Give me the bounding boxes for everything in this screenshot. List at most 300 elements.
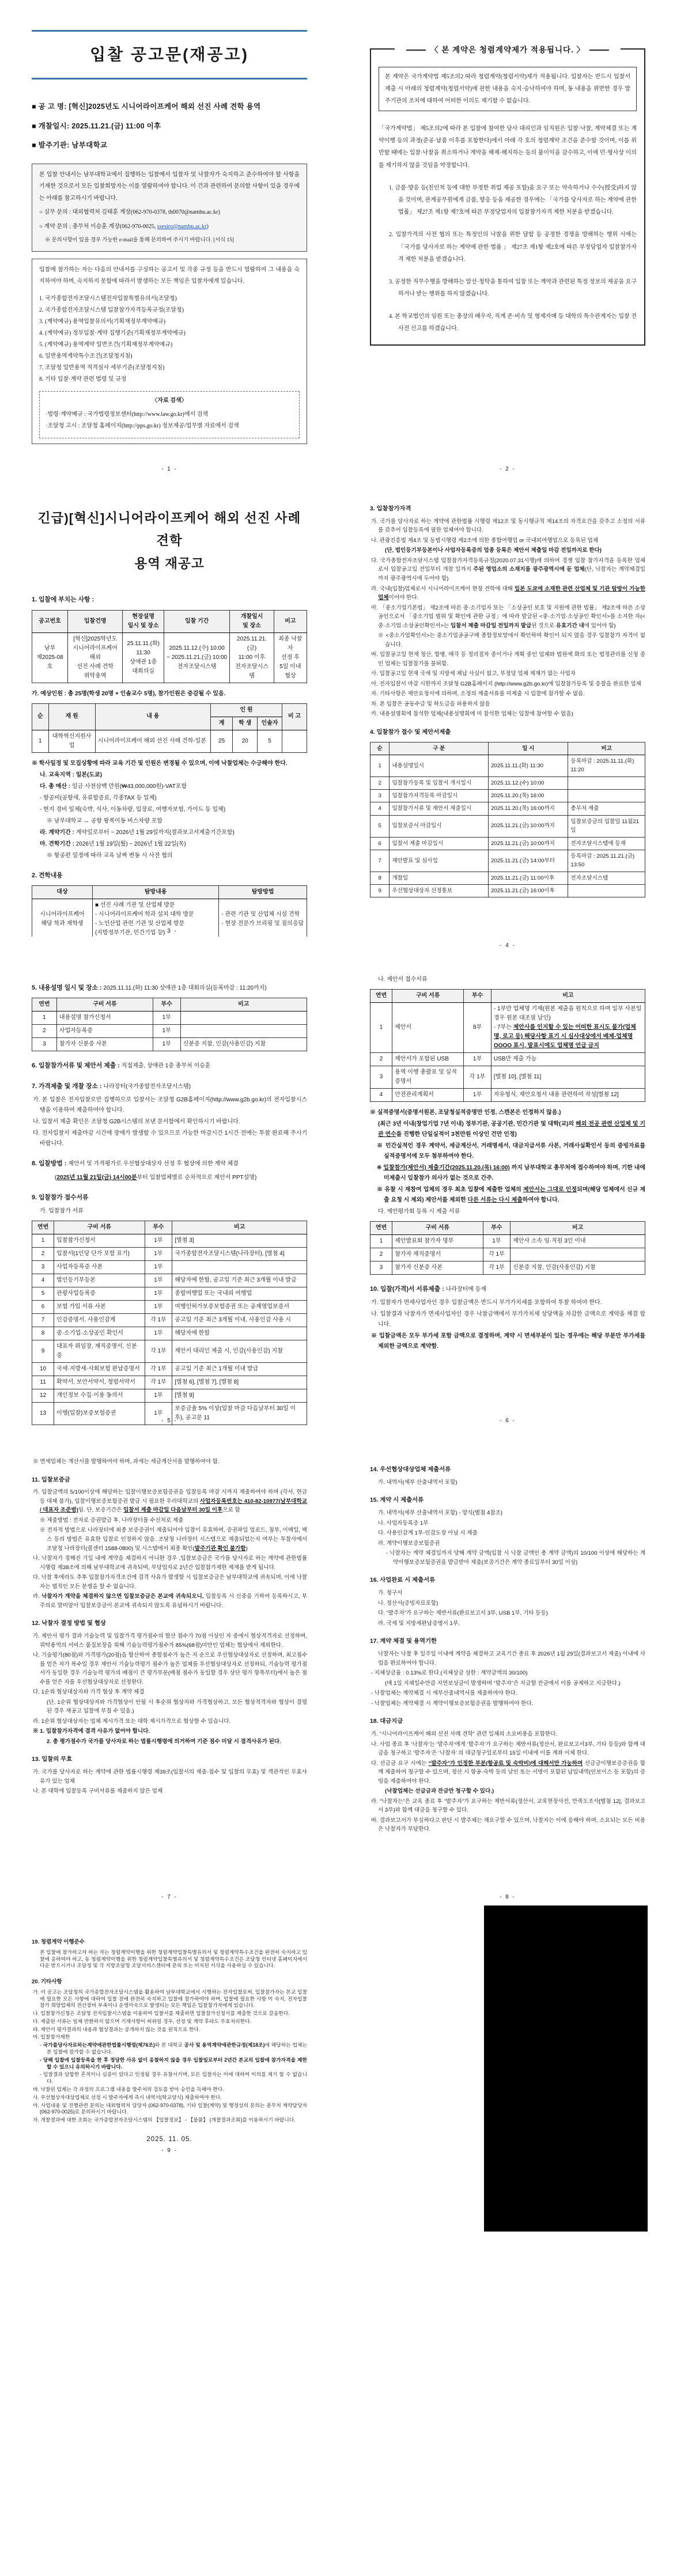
page-3 xyxy=(32,495,307,937)
paragraph: ※ 1. 입찰참가자격에 결격 사유가 없어야 합니다. xyxy=(33,1728,150,1735)
pledge-item: 4. 본 학교법인의 임원 또는 총장의 배우자, 직계 존·비속 및 형제자매 등 대학의 특수관계자는 입찰 전 사전 신고를 하겠습니다. xyxy=(389,313,637,332)
table-cell: 공고일 기준 최근 3개월 이내, 사용인감 사용 시 xyxy=(172,1314,307,1327)
table-row xyxy=(370,872,645,884)
table-row xyxy=(32,1025,307,1038)
table-cell: ■ 선진 사례 기관 및 산업체 방문 - 시니어라이프케어 학과 설치 대학 방문 - 노인산업 관련 기관 및 산업체 방문 (지방정부기관, 민간기업 등) xyxy=(92,899,218,937)
paragraph: - 낙찰업체는 계약체결 시 계약이행보증보험증권을 발행하여야 한다. xyxy=(371,1700,534,1707)
table-cell: 13 xyxy=(32,1403,54,1425)
table-cell: 1 xyxy=(32,1012,57,1025)
page-number: - 9 - xyxy=(161,2147,177,2154)
table-cell: 1 xyxy=(370,1235,392,1248)
notice-bullets xyxy=(32,100,307,152)
paragraph: 다. 전자입찰서 제출마감 시간에 장애가 발생할 수 있으므로 가능한 마감시간 1시간 전에는 투찰 완료해 주시기 바랍니다. xyxy=(33,1130,307,1147)
column-header: 현장설명 일시 및 장소 xyxy=(123,610,164,632)
column-header: 입찰건명 xyxy=(68,610,123,632)
paragraph: 바. 입찰공고일 현재 청산, 합병, 매각 등 정리절차 중이거나 계획 중인 업체와 법원에 화의 또는 법정관리를 신청 중인 업체는 입찰참가를 불허함. xyxy=(371,651,645,667)
regulation-item: 2. 국가종합전자조달시스템 입찰참가자격등록규정(조달청) xyxy=(39,307,184,314)
table-cell: 국가종합전자조달시스템(나라장터), [별첨 4] xyxy=(172,1248,307,1261)
table-cell: 2 xyxy=(370,1053,392,1066)
table-cell: 참가자 신분증 사본 xyxy=(392,1262,483,1275)
page-number: - 3 - xyxy=(161,928,177,934)
paragraph: - 당해 입찰에 입찰등록을 한 후 정당한 사유 없이 응찰하지 않을 경우 입찰일로부터 2년간 본교의 입찰에 참가자격을 제한 할 수 있으니 유의하시기 바랍니다. xyxy=(40,2056,307,2070)
pledge-item: 2. 입찰가격의 사전 협의 또는 특정인의 낙찰을 위한 담합 등 공정한 경쟁을 방해하는 행위 시에는 「국가를 당사자로 하는 계약에 관한 법률 」 제27조 제1항 제2호에 따른 부정당업자 입찰참가자격 제한 처분을 받겠습니다. xyxy=(389,232,637,263)
table-cell: 2 xyxy=(32,1025,57,1038)
paragraph: 마. 입찰참가제한 xyxy=(33,2034,70,2040)
table-cell: 11 xyxy=(32,1376,54,1389)
paragraph: 자. 개찰결과에 대한 조회는 국가종합전자조달시스템의 【입찰정보】 - 【물품】 (개찰결과조회)를 이용하시기 바랍니다. xyxy=(33,2117,296,2123)
paragraph: 마. 「중소기업기본법」 제2조에 따른 중·소기업자 또는 「소상공인 보호 및 지원에 관한 법률」 제2조에 따른 소상공인으로서 「중소기업 범위 및 확인에 관한 규정」에 따라 발급된 <중·소기업·소상공인 확인서>를 소지한 자(<중·소기업·소상공인확인서>는 입찰서 제출 마감일 전일까지 발급된 것으로 유효기간 내에 있어야 함) xyxy=(371,604,645,629)
table-header xyxy=(32,610,307,632)
paragraph: 다. “발주자”가 요구하는 제반서류(완료보고서 3부, USB 1부, 기타 등등) xyxy=(378,1610,548,1617)
table-cell xyxy=(568,790,645,802)
paragraph: 라. 낙찰자가 계약을 체결하지 않으면 입찰보증금은 본교에 귀속되오니, 입찰등록 시 신중을 기하여 등록하시고, 부주의로 말미암아 입찰보증금이 본교에 귀속되지 않도록 유념하시기 바랍니다. xyxy=(33,1593,307,1609)
column-header: 비고 xyxy=(172,1221,307,1234)
table-cell: 1부 xyxy=(483,1235,511,1248)
paragraph: 카. 내용설명회에 참석한 업체(내용설명회에 미 참석한 업체는 입찰에 참여할 수 없음) xyxy=(371,711,573,718)
table-cell: 1부 xyxy=(145,1287,172,1301)
table-header xyxy=(32,1221,307,1234)
column-header: 비고 xyxy=(511,1222,645,1235)
table-cell: 제안사 소속 임·직원 3인 이내 xyxy=(511,1235,645,1248)
table-cell: 9 xyxy=(32,1340,54,1363)
table-cell: 1부 xyxy=(145,1234,172,1248)
notice-bullet: ■ 개찰일시: 2025.11.21.(금) 11:00 이후 xyxy=(32,122,161,130)
table-row xyxy=(370,1053,645,1066)
section-heading: 1. 입찰에 부치는 사항 : xyxy=(32,596,94,604)
page-number: - 4 - xyxy=(500,942,516,949)
paragraph: 다. 선급금 요구 시에는 “발주자”가 인정한 부분(항공료 및 숙박비)에 대해서만 가능하며 선급금이행보증증권을 함께 제출하여 청구할 수 있으며, 정산 시 항공·숙박 등의 날인 또는 서명이 포함된 납입내역(인보이스 등 포함)의 증빙을 제출하여야 한다. xyxy=(371,1760,645,1785)
table-row xyxy=(370,850,645,872)
page-number: - 6 - xyxy=(500,1418,516,1424)
table-row xyxy=(32,1261,307,1274)
regulation-item: 1. 국가종합전자조달시스템전자입찰특별유의서(조달청) xyxy=(39,296,177,302)
paragraph: 가. 내역서(세부 산출내역서 포함) - 양식(별첨 4참조) xyxy=(378,1510,503,1517)
table-row xyxy=(370,1066,645,1089)
paragraph: 나. 관광진흥법 제4조 및 동법시행령 제2조에 의한 종합여행업 or 국내외여행업으로 등록된 업체 xyxy=(371,537,599,544)
signature-date: 2025. 11. 05. xyxy=(146,2135,192,2143)
notice-bullet: ■ 발주기관: 남부대학교 xyxy=(32,141,108,150)
paragraph: 다. 1순위 협상대상자와 가격 협상 후 계약 체결 xyxy=(33,1689,145,1696)
table-row xyxy=(32,1287,307,1301)
section-heading: 7. 가격제출 및 개찰 장소 : 나라장터(국가종합전자조달시스템) xyxy=(32,1082,191,1090)
paragraph: 가. 내역서(세부 산출내역서 포함) xyxy=(378,1479,458,1486)
section-heading: 11. 입찰보증금 xyxy=(32,1476,70,1483)
table-row xyxy=(370,1089,645,1102)
table-cell: 개인정보 수집·이용 동의서 xyxy=(54,1389,145,1403)
column-header: 일 시 xyxy=(489,742,568,755)
table-cell: 보증금율 5% 이상(입찰 마감 다음날부터 30일 이후), 공고문 11 xyxy=(172,1403,307,1425)
table-cell: 6 xyxy=(370,837,390,850)
pledge-box xyxy=(370,48,645,346)
paragraph: 가. 청구서 xyxy=(378,1590,403,1597)
paragraph: 가. 국가를 당사자로 하는 계약에 관한 법률시행령 제39조(입찰서의 제출·접수 및 입찰의 무효) 및 객관적인 무효사유가 있는 업체 xyxy=(33,1769,307,1785)
table-row xyxy=(32,1389,307,1403)
paragraph: 낙찰자는 낙찰 후 일주일 이내에 계약을 체결하고 교육기간 종료 후 2026년 1월 29일(결과보고서 제출) 이내에 사업을 완료하여야 합니다. xyxy=(378,1651,645,1666)
column-header: 대상 xyxy=(32,885,93,899)
table-cell: 3 xyxy=(370,1066,392,1089)
table-cell: 2025.11.21.(금) 14:00부터 xyxy=(489,850,568,872)
table-row xyxy=(370,802,645,815)
section-heading: 19. 청렴계약 이행준수 xyxy=(32,1939,85,1945)
table-cell: 내용설명 참가신청서 xyxy=(56,1012,153,1025)
paragraph: 나. 사업 종료 후 ‘낙찰자’는 ‘발주자’에게 ‘발주자’가 요구하는 제반서류(정산서, 완료보고서3부, 기타 등등)와 함께 대금을 청구하고 ‘발주자’은 ‘낙찰자’ 의 대금청구일로부터 15일 이내에 이를 계좌 이체 한다. xyxy=(371,1741,645,1757)
table-cell: 1 xyxy=(370,755,390,777)
paragraph: 다. 사용인감계 1부-인감도장 아닐 시 제출 xyxy=(378,1530,478,1537)
table-header xyxy=(370,1222,645,1235)
paragraph: - 지체상금율 : 0.13%로 한다.(지체상금 상한 : 계약금액의 30/100) xyxy=(371,1670,528,1677)
paragraph: 2. 총 평가점수가 국가를 당사자로 하는 법률시행령에 의거하여 기준 점수 미달 시 결격사유가 된다. xyxy=(47,1738,281,1745)
contact-line: ○ 실무 문의 : 대외협력처 김태훈 계장(062-970-0378, th0070@nambu.ac.kr) xyxy=(39,209,220,216)
paragraph: 나. 제안서 접수서류 xyxy=(378,976,428,983)
paragraph: 다. 제출된 서류는 일체 반환하지 않으며 기재사항이 허위일 경우, 선정 및 계약 후라도 무효처리한다. xyxy=(33,2018,252,2024)
table-cell: 8 xyxy=(32,1327,54,1340)
section-heading: 12. 낙찰자 결정 방법 및 협상 xyxy=(32,1620,106,1627)
table-cell: 여행인허가보증보험증권 또는 공제영업보증서 xyxy=(172,1301,307,1314)
table-cell: 2025.11.20.(목) 16:00 xyxy=(489,790,568,802)
table-cell: 등록마감 : 2025.11.11.(화) 11:20 xyxy=(568,755,645,777)
page-1 xyxy=(32,22,307,475)
table-cell: [별첨 10], [별첨 11] xyxy=(491,1066,645,1089)
table-row xyxy=(32,1038,307,1051)
paragraph: 가. 본 입찰은 전자입찰로만 집행하므로 입찰서는 조달청 G2B홈페이지(http://www.g2b.go.kr)의 전자입찰시스템을 이용하여 제출하여야 합니다. xyxy=(33,1097,307,1114)
table-cell: 신분증 지참, 인감(사용인감) 지참 xyxy=(511,1262,645,1275)
notice-bullet: ■ 공 고 명: [혁신]2025년도 시니어라이프케어 해외 선진 사례 견학 용역 xyxy=(32,103,261,111)
table-cell: 9 xyxy=(370,884,390,897)
paragraph: 아. 사업내용 및 진행관련 문의는 대외협력처 담당자 (062-970-0378), 기타 입찰(계약) 및 행정상의 문의는 총무처 계약담당자(062-970-0025)로 문의하시기 바랍니다. xyxy=(33,2102,307,2115)
table-cell: 이행(입찰)보증보험증권 xyxy=(54,1403,145,1425)
column-header: 재 원 xyxy=(48,703,95,730)
data-table xyxy=(370,742,645,897)
paragraph: 가. 입찰참가 서류 xyxy=(40,1208,84,1215)
table-cell: 2025.11.21.(금) 11:00이후 xyxy=(489,872,568,884)
table-cell: 1 xyxy=(32,730,49,752)
table-row xyxy=(370,1003,645,1053)
table-cell: - 관련 기관 및 산업체 시설 견학 - 현장 전문가 브리핑 및 질의응답 xyxy=(219,899,307,937)
column-header: 비고 xyxy=(568,742,645,755)
table-row xyxy=(370,776,645,789)
table-header xyxy=(32,998,307,1012)
table-cell: - 1부만 업체명 기재(원본 제출을 원칙으로 하며 일부 사본일 경우 원본 대조필 날인) - 7부는 제안사를 인지할 수 있는 어떠한 표시도 불가(업체명, 로고 등) 해당사항 표기 시 심사대상에서 배제-업체명 OOOO 표시, 발표시에도 업체명 언급 금지 xyxy=(491,1003,645,1053)
page-2 xyxy=(370,22,645,475)
section-heading: 8. 입찰방법 : 제안서 및 가격평가로 우선협상대상자 선정 후 협상에 의한 계약 체결 xyxy=(32,1160,239,1168)
table-cell: 사업자등록증 사본 xyxy=(54,1261,145,1274)
table-cell: 대학혁신지원사업 xyxy=(48,730,95,752)
paragraph: 나. 정산서(증빙자료포함) xyxy=(378,1600,438,1607)
table-cell: 내용설명일시 xyxy=(390,755,489,777)
table-cell: 7 xyxy=(32,1314,54,1327)
table-cell: 각 1부 xyxy=(145,1376,172,1389)
paragraph: 사. 입찰공고일 현재 국세 및 지방세 체납 사실이 없고, 부정당 업체 제재가 없는 사업자 xyxy=(371,670,576,677)
table-cell: 3 xyxy=(370,1262,392,1275)
paragraph: (매 1일 지체일수만큼 지연보상금이 발생하며 “발주자”은 지급할 잔금에서 이를 공제하고 지급한다.) xyxy=(385,1680,621,1687)
table-cell: 입찰서 제출 마감일시 xyxy=(390,837,489,850)
doc-title: 입찰 공고문(재공고) xyxy=(32,30,307,79)
table-cell: 각 1부 xyxy=(483,1262,511,1275)
table-row xyxy=(370,815,645,837)
regulation-item: 6. 일반용역계약특수조건(조달청지침) xyxy=(39,353,133,360)
table-cell: 입찰참가서류 및 제안서 제출일시 xyxy=(390,802,489,815)
table-cell: 2025.11.11.(화) 11:30 xyxy=(489,755,568,777)
table-cell: 입찰보증서 마감일시 xyxy=(390,815,489,837)
table-cell: 1 xyxy=(32,1234,54,1248)
section-heading: 2. 견학내용 xyxy=(32,872,63,879)
column-header: 부수 xyxy=(153,998,180,1012)
table-cell: 1부 xyxy=(153,1012,180,1025)
table-cell: 입찰서(1인당 단가 포함 표기) xyxy=(54,1248,145,1261)
table-cell: 2025.11.21.(금) 10:00까지 xyxy=(489,837,568,850)
paragraph: ※ 유찰 시 재참여 업체의 경우 최초 입찰에 제출한 업체의 제안서는 그대로 인정되며(해당 업체에서 신규 제출 요청 시 제외) 제안서를 제외한 다른 서류는 다시 제출하여야 합니다. xyxy=(377,1187,645,1203)
table-cell: 우선협상대상자 선정통보 xyxy=(390,884,489,897)
section-heading: 10. 입찰(가격)서 서류제출 : 나라장터에 등재 xyxy=(370,1286,487,1293)
column-header: 학 생 xyxy=(233,717,258,730)
paragraph: ※ 입찰참가(제안서) 제출기간(2025.11.20.(목) 16:00) 까지 남부대학교 총무처에 접수하여야 하며, 기한 내에 미제출시 입찰참가 의사가 없는 것으로 간주. xyxy=(377,1165,645,1181)
table-cell: 2 xyxy=(370,1248,392,1262)
data-table xyxy=(32,703,307,753)
data-table xyxy=(370,1221,645,1275)
paragraph: (2025년 11월 21일(금) 14시00분부터 입찰업체별로 순차적으로 제안서 PPT설명) xyxy=(55,1174,257,1181)
table-row xyxy=(370,1235,645,1248)
table-cell: 1부 xyxy=(145,1248,172,1261)
table-cell: 등록마감 : 2025.11.21.(금) 13:50 xyxy=(568,850,645,872)
paragraph: - 낙찰업체는 계약체결 시 세부산출내역서를 제출하여야 한다. xyxy=(371,1690,517,1697)
table-cell: 각 1부 xyxy=(464,1066,491,1089)
paragraph: 사. 우선협상자대상업체로 선정 시 발주자에게 즉시 내역서(학교양식) 제출하여야 한다. xyxy=(33,2094,222,2100)
info-box xyxy=(32,164,307,252)
paragraph: 라. “낙찰자는”은 교육 종료 후 “발주자”가 요구하는 제반서류(정산서, 교육현장사진, 만족도조사[별첨 12], 결과보고서 3부)와 함께 대금을 청구할 수 있다. xyxy=(371,1798,645,1814)
table-cell: 1 xyxy=(370,1003,392,1053)
table-row xyxy=(32,1301,307,1314)
table-cell xyxy=(180,1012,307,1025)
table-cell: 1부 xyxy=(153,1038,180,1051)
paragraph: ※ 학사일정 및 모집상황에 따라 교육 기간 및 인원은 변경될 수 있으며, 이에 낙찰업체는 수긍해야 한다. xyxy=(32,760,288,767)
section-heading: 4. 입찰참가 접수 및 제안서제출 xyxy=(370,729,451,736)
paragraph: 라. 제안서 평가결과의 내용과 협상결과는 공개하지 않는 것을 원칙으로 한다. xyxy=(33,2026,201,2032)
table-cell: 2025.11.20.(목) 16:00까지 xyxy=(489,802,568,815)
page-5 xyxy=(32,973,307,1426)
table-cell: 입찰참가자격등록 마감일시 xyxy=(390,790,489,802)
page-number: - 1 - xyxy=(161,466,177,472)
regulation-paragraph: 입찰에 참가하는 자는 다음의 안내서를 구성하는 공고서 및 각종 규정 등을 반드시 열람하여 그 내용을 숙지하여야 하며, 숙지하지 못함에 따라서 발생하는 모든 책임은 입찰자에게 있습니다. xyxy=(39,267,300,285)
table-cell: 자유형식, 제안요청서 내용 관련하여 작성[별첨 12] xyxy=(491,1089,645,1102)
regulation-item: 4. (계약예규) 정부입찰·계약 집행기준(기획재정부계약예규) xyxy=(39,330,186,337)
paragraph: 나. 사업자등록증 1부 xyxy=(378,1520,429,1526)
column-header: 내 용 xyxy=(95,703,210,730)
table-cell: 관광사업등록증 xyxy=(54,1287,145,1301)
section-heading: 13. 입찰의 무효 xyxy=(32,1756,73,1763)
table-row xyxy=(32,1340,307,1363)
column-header: 계 xyxy=(211,717,233,730)
paragraph: (단, 1순위 협상대상자와 가격협상이 안될 시 후순위 협상자와 가격협상하고, 모든 협상적격자와 협상이 결렬된 경우 재공고 입찰에 부칠 수 있음.) xyxy=(47,1699,307,1715)
table-cell: 8부 xyxy=(464,1003,491,1053)
paragraph: 라. 1순위 협상대상자는 업체 제시가격 또는 대학 제시가격으로 협상할 수 있습니다. xyxy=(33,1718,231,1725)
column-header: 탐방내용 xyxy=(92,885,218,899)
table-cell: 2025.11.21.(금) 16:00이후 xyxy=(489,884,568,897)
table-row xyxy=(32,1248,307,1261)
table-cell: 제안서 대리인 제출 시, 인감(사용인감) 지참 xyxy=(172,1340,307,1363)
table-cell xyxy=(511,1248,645,1262)
table-cell: 전자조달시스템에 등재 xyxy=(568,837,645,850)
page-9 xyxy=(32,1930,307,2154)
table-row xyxy=(370,884,645,897)
section-heading: 6. 입찰참가서류 및 제안서 제출 : 직접제출, 상애관 1층 총무처 이승훈 xyxy=(32,1062,211,1070)
table-cell: [혁신]2025학년도 시니어라이프케어 해외 선진 사례 견학 위탁용역 xyxy=(68,632,123,683)
page-6 xyxy=(370,973,645,1426)
table-row xyxy=(370,837,645,850)
pledge-inner-box: 본 계약은 국가계약법 제5조의2 따라 청렴계약(청렴서약)제가 적용됩니다. 입찰자는 반드시 입찰서 제출 시 아래의 청렴계약(청렴서약)에 관한 내용을 숙지·승낙하여야 하며, 동 내용을 위반한 경우 발주기관의 조치에 대하여 어떠한 이의도 제기할 수 없습니다. xyxy=(379,67,637,111)
page-8 xyxy=(370,1456,645,1902)
table-cell: 20 xyxy=(233,730,258,752)
column-header: 연번 xyxy=(32,998,57,1012)
table-cell: 제안발표 및 심사일 xyxy=(390,850,489,872)
paragraph: 마. 견학기간 : 2026년 1월 19일(월) ~ 2026년 1월 22일(목) xyxy=(40,840,186,847)
table-cell: 입찰참가등록 및 입찰서 개시일시 xyxy=(390,776,489,789)
paragraph: 아. 전자입찰서 마감 시한까지 조달청 G2B홈페이지 (http://www.g2b.go.kr)에 입찰참가등록 및 응찰을 완료한 업체 xyxy=(371,680,641,687)
table-cell: 2 xyxy=(32,1248,54,1261)
table-cell: 5 xyxy=(32,1287,54,1301)
paragraph: - 항공비(공항세, 유류할증료, 각종TAX 등 일체) xyxy=(40,794,157,801)
table-cell: 시니어라이프케어 해외 선진 사례 견학-일본 xyxy=(95,730,210,752)
table-cell: 공고일 기준 최근 1개월 이내 발급 xyxy=(172,1363,307,1376)
table-row xyxy=(32,1012,307,1025)
table-cell: 제안서 xyxy=(392,1003,464,1053)
paragraph: - 낙찰자는 계약 체결일까지 당해 계약 금액(입찰 시 낙찰 금액인 총 계약 금액)의 10/100 이상에 해당하는 계약이행보증보험증권을 발급받아 제출(보증기간은 계약 종료일부터 30일 이상) xyxy=(386,1550,645,1566)
paragraph: 가. 이 공고는 조달청의 국가종합전자조달시스템을 활용하여 남부대학교에서 시행하는 전자입찰로써, 입찰참가자는 본교 입찰에 필요한 모든 사항에 대하여 입찰 전에 완전히 숙지하고 입찰에 참가하여야 하며, 입찰에 필요한 사항 미 숙지, 전자입찰 참가 희망업체의 전산장비 부족이나 운영미숙으로 발생되는 모든 책임은 입찰참가자에게 있습니다. xyxy=(33,1988,307,2009)
table-cell: 1부 xyxy=(145,1301,172,1314)
table-cell xyxy=(172,1261,307,1274)
page-number: - 5 - xyxy=(161,1418,177,1424)
table-cell: 입찰참가신청서 xyxy=(54,1234,145,1248)
table-cell: 1부 xyxy=(153,1025,180,1038)
paragraph: (낙찰업체는 선급금과 잔금만 청구할 수 있다.) xyxy=(385,1788,494,1795)
regulation-item: 7. 조달청 일반용역 적격심사 세부기준(조달청지침) xyxy=(39,365,165,372)
table-row xyxy=(32,1363,307,1376)
table-cell: 8 xyxy=(370,872,390,884)
paragraph: 바. 결과보고서가 부실하다고 판단 시 발주체는 재요구할 수 있으며, 낙찰자는 이에 응해야 하며, 소요되는 모든 비용은 낙찰자가 부담한다. xyxy=(371,1817,645,1833)
paragraph: - 국가를당사자로하는계약에관한법률시행령(제76조)와 본 대학교 공사 및 용역계약에관한규정(제18조)에 해당하는 업체는 본 입찰에 참가할 수 없습니다. xyxy=(40,2042,307,2055)
table-cell: 총무처 제출 xyxy=(568,802,645,815)
paragraph: (최근 3년 이내(창업기업 7년 이내) 정부기관, 공공기관, 민간기관 및 대학(교)의 해외 전공 관련 산업체 및 기관 연수를 진행한 단일실적이 3천만원 이상인 건만 인정) xyxy=(378,1121,645,1138)
table-cell: 1부 xyxy=(145,1327,172,1340)
pledge-paragraph: 「국가계약법」 제5조의2에 따라 본 입찰에 참여한 당사 대리인과 임직원은 입찰·낙찰, 계약체결 또는 계약이행 등의 과정(준공·납품 이후를 포함한다)에서 아래 각 호의 청렴계약 조건을 준수할 것이며, 이를 위반할 때에는 입찰·낙찰을 취소하거나 계약을 해제·해지하는 등의 불이익을 감수하고, 이에 민·형사상 이의를 제기하지 않을 것임을 약정합니다. xyxy=(379,126,637,169)
data-search-box xyxy=(39,391,300,438)
pledge-item: 3. 공정한 직무수행을 방해하는 알선·청탁을 통하여 입찰 또는 계약과 관련된 특정 정보의 제공을 요구하거나 받는 행위를 하지 않겠습니다. xyxy=(389,278,637,298)
paragraph: 가. 국가를 당사자로 하는 계약에 관한법률 시행령 제12조 및 동시행규칙 제14조의 자격요건을 갖추고 소정의 서류를 갖추어 입찰등록에 필한 업체여야 합니다. xyxy=(371,518,645,534)
contact-line: ※ 문의사항이 있을 경우 가능한 e-mail을 통해 문의하여 주시기 바랍니다. [서식 15] xyxy=(45,237,234,244)
table-row xyxy=(32,1274,307,1287)
data-search-line: ·법령·계약예규 : 국가법령정보센터(http://www.law.go.kr)에서 검색 xyxy=(46,411,209,418)
data-search-line: ·조달청 고시 : 조달청 홈페이지(http://pps.go.kr) 정보제공/업무별 자료에서 검색 xyxy=(46,423,239,430)
info-box-paragraph: 본 입찰 안내서는 남부대학교에서 집행하는 입찰에서 입찰자 및 낙찰자가 숙지하고 준수하여야 할 사항을 기재한 것으로서 모든 입찰희망자는 이를 열람하여야 합니다. 이 건과 관련하여 문의할 사항이 있을 경우에는 아래를 참고하시기 바랍니다. xyxy=(39,171,300,202)
table-cell: [별첨 9] xyxy=(172,1389,307,1403)
page-number: - 8 - xyxy=(500,1893,516,1900)
paragraph: ※ 남부대학교 ↔ 공항 왕복이동 버스차량 포함 xyxy=(47,817,162,824)
table-header xyxy=(32,703,307,730)
table-cell: 6 xyxy=(32,1301,54,1314)
column-header: 비고 xyxy=(180,998,307,1012)
table-cell xyxy=(282,730,307,752)
section-heading: 14. 우선협상대상업체 제출서류 xyxy=(370,1467,451,1473)
table-row xyxy=(370,1248,645,1262)
page-heading: 긴급)[혁신]시니어라이프케어 해외 선진 사례 견학 용역 재공고 xyxy=(37,511,301,571)
table-cell: 종합여행업 또는 국내외 여행업 xyxy=(172,1287,307,1301)
page-number: - 2 - xyxy=(500,466,516,472)
table-row xyxy=(32,1376,307,1389)
email-link[interactable]: ssesiro@nambu.ac.kr xyxy=(157,223,207,230)
paragraph: ※ 제출방법 : 전자로 증권발급 후, 나라장터를 수신처로 제출 xyxy=(40,1517,184,1524)
column-header: 구비 서류 xyxy=(54,1221,145,1234)
table-cell: 25 xyxy=(211,730,233,752)
column-header: 구비 서류 xyxy=(392,1222,483,1235)
data-table xyxy=(32,998,307,1051)
table-cell: 4 xyxy=(32,1274,54,1287)
table-cell: 1부 xyxy=(145,1389,172,1403)
section-heading: 15. 계약 시 제출서류 xyxy=(370,1497,424,1504)
paragraph: ※ 민간실적인 경우 계약서, 세금계산서, 거래명세서, 대금지급서류 사본, 거래사실확인서 등의 증빙자료를 실적증명서에 모두 첨부하여야 한다. xyxy=(377,1143,645,1160)
table-cell: 10 xyxy=(32,1363,54,1376)
table-cell: 1부 xyxy=(145,1274,172,1287)
paragraph: ※ 실적증명서(증명서원본, 조달청실적증명만 인정, 스캔본은 인정하지 않음.) xyxy=(370,1109,561,1116)
table-cell: 4 xyxy=(370,1089,392,1102)
column-header: 탐방방법 xyxy=(219,885,307,899)
paragraph: 가. 예상인원 : 총 25명(학생 20명 + 인솔교수 5명), 참가인원은 증감될 수 있음. xyxy=(32,690,226,697)
column-group-header: 인 원 xyxy=(211,703,282,717)
paragraph: 나. 낙찰자가 정해진 기일 내에 계약을 체결하지 아니한 경우 ,입찰보증금은 국가를 당사자로 하는 계약에 관한법률 시행령 제38조에 의해 남부대학교에 귀속되며, 부당업자로 2년간 입찰참가제한 제재를 받게 됩니다. xyxy=(33,1555,307,1571)
table-row xyxy=(370,755,645,777)
table-row xyxy=(370,1262,645,1275)
paragraph: 다. 총 예산 : 일금 사천삼백 만원(₩43,000,000원)-VAT포함 xyxy=(40,783,187,790)
table-cell: 25.11.11.(화) 11:30 상애관 1층 대회의실 xyxy=(123,632,164,683)
column-header: 공고번호 xyxy=(32,610,68,632)
paragraph: - 입찰결과 담합한 흔적이나 심증이 있다고 인정될 경우 유찰시키며, 모든 입찰자는 이에 대하여 이의를 제기 할 수 없습니다. xyxy=(40,2071,307,2085)
table-cell xyxy=(568,884,645,897)
table-cell: 2025.11.21.(금) 11:00 이후 전자조달시스템 xyxy=(230,632,274,683)
table-cell: 참가자 재직증명서 xyxy=(392,1248,483,1262)
table-cell xyxy=(568,776,645,789)
paragraph: 가. 입찰금액의 5/100이상에 해당하는 입찰이행보증보험증권을 입찰등록 마감 시까지 제출하여야 하며 (각서, 현금 등 대체 불가), 입찰이행보증보험증권 발급 시 필요한 우리대학교의 사업자등록번호는 410-82-10977(남부대학교 / 대표자 조준범)임. 단, 보증기간은 입찰서 제출 마감일 다음날부터 30일 이후으로 함 xyxy=(33,1489,307,1514)
regulation-item: 5. (계약예규) 용역계약 일반조건(기획재정부계약예규) xyxy=(39,342,173,348)
table-cell: 확약서, 보안서약서, 청렴서약서 xyxy=(54,1376,145,1389)
table-cell: USB만 제출 가능 xyxy=(491,1053,645,1066)
paragraph: 차. 본 입찰은 공동수급 및 하도급을 허용하지 않음 xyxy=(371,700,490,707)
table-cell: 참가자 신분증 사본 xyxy=(56,1038,153,1051)
table-cell: 5 xyxy=(258,730,282,752)
paragraph: ※ <중소기업확인서>는 중소기업공공구매 종합정보망에서 확인하며 확인이 되지 않을 경우 입찰참가 자격이 없습니다. xyxy=(378,632,645,648)
table-cell: 사업자등록증 xyxy=(56,1025,153,1038)
table-cell: 국세·지방세·사회보험 완납증명서 xyxy=(54,1363,145,1376)
paragraph: 가. “시니어라이프케어 해외 선진 사례 견학” 관련 일체의 소요비용을 포함한다. xyxy=(371,1731,558,1738)
table-cell: 입찰보증금의 입찰일 11월21일 xyxy=(568,815,645,837)
table-cell: 1부 xyxy=(464,1053,491,1066)
table-row xyxy=(32,632,307,683)
paragraph: ※ 입찰금액은 모두 부가세 포함 금액으로 결정하며, 계약 시 면세부분이 있는 경우에는 해당 부분만 부가세를 제외한 금액으로 계약함. xyxy=(371,1333,645,1350)
table-cell xyxy=(180,1025,307,1038)
section-heading: 18. 대금지급 xyxy=(370,1718,403,1725)
column-header: 인솔자 xyxy=(258,717,282,730)
table-cell: 인감증명서, 사용인감계 xyxy=(54,1314,145,1327)
paragraph: 다. 국가종합전자조달시스템 입찰참가자격등록규정(2020.07.31시행)에 의하여 경쟁 입찰 참가자격을 등록한 업체로서 입찰공고일 전일부터 개찰 일까지 주된 영업소의 소재지를 광주광역시에 둔 업체(단, 낙찰자는 계약체결일까지 광주광역시에 두어야 함) xyxy=(371,557,645,582)
page-4 xyxy=(370,495,645,950)
column-header: 부수 xyxy=(464,990,491,1003)
paragraph: 나. 교육지역 : 일본(도쿄) xyxy=(40,771,103,778)
table-row xyxy=(32,1327,307,1340)
column-header: 연번 xyxy=(32,1221,54,1234)
paragraph: ※ 항공편 일정에 따라 교육 날짜 변동 시 사전 협의 xyxy=(47,852,173,859)
section-heading: 9. 입찰참가 접수서류 xyxy=(32,1194,89,1201)
paragraph: 라. 계약이행보증보험증권 xyxy=(378,1540,440,1547)
table-cell: 2025.11.12.(수) 10:00 xyxy=(489,776,568,789)
table-cell: [별첨 3] xyxy=(172,1234,307,1248)
paragraph: - 현지 경비 일체(숙박, 식사, 이동차량, 입장료, 여행자보험, 가이드 등 일체) xyxy=(40,806,226,813)
